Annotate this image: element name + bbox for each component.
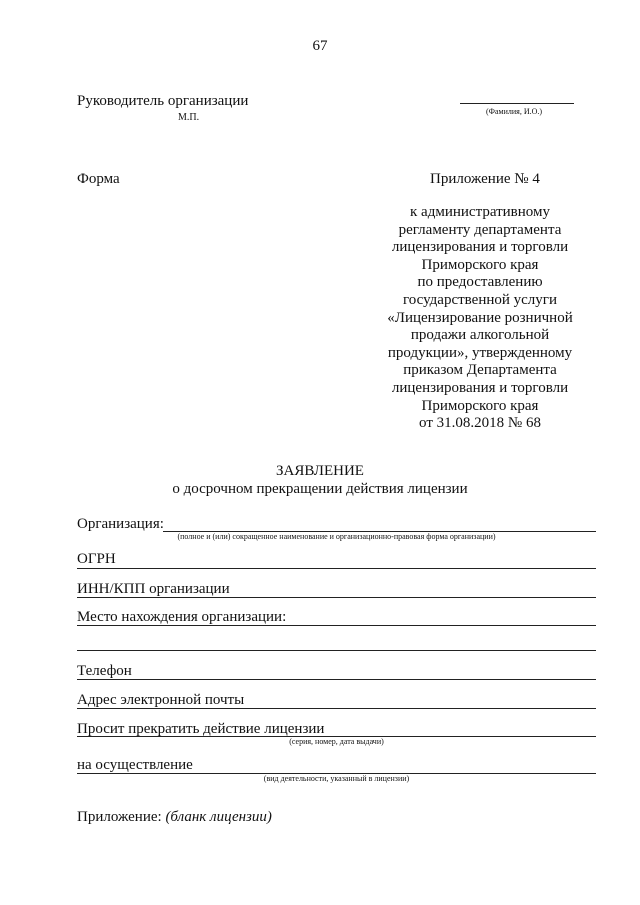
organization-label: Организация:	[77, 516, 164, 532]
email-field-line[interactable]	[77, 708, 596, 709]
appendix-line: по предоставлению	[417, 274, 543, 291]
request-label: Просит прекратить действие лицензии	[77, 721, 325, 737]
appendix-line: от 31.08.2018 № 68	[419, 415, 541, 432]
activity-hint: (вид деятельности, указанный в лицензии)	[263, 774, 410, 783]
phone-field-line[interactable]	[77, 679, 596, 680]
appendix-line: Приморского края	[421, 256, 539, 273]
stamp-label: М.П.	[178, 112, 200, 123]
name-caption: (Фамилия, И.О.)	[486, 107, 543, 116]
appendix-line: продажи алкогольной	[410, 327, 550, 344]
appendix-line: лицензирования и торговли	[391, 379, 569, 396]
appendix-reference-block	[380, 204, 580, 433]
location-field-line[interactable]	[77, 625, 596, 626]
appendix-line: «Лицензирование розничной	[387, 309, 573, 326]
inn-kpp-label: ИНН/КПП организации	[77, 581, 230, 597]
ogrn-label: ОГРН	[77, 551, 116, 567]
location-label: Место нахождения организации:	[77, 609, 287, 625]
email-label: Адрес электронной почты	[77, 692, 245, 708]
signature-line	[460, 103, 574, 104]
appendix-line: продукции», утвержденному	[387, 344, 573, 361]
phone-label: Телефон	[77, 663, 132, 679]
attachment-value: (бланк лицензии)	[165, 809, 272, 825]
appendix-line: государственной услуги	[403, 291, 557, 308]
organization-hint: (полное и (или) сокращенное наименование и организационно-правовая форма организации)	[177, 532, 496, 541]
ogrn-field-line[interactable]	[77, 568, 596, 569]
location-field-line-2[interactable]	[77, 650, 596, 651]
attachment-label: Приложение:	[77, 809, 162, 825]
head-of-organization-label: Руководитель организации	[77, 93, 249, 109]
form-label: Форма	[77, 171, 120, 187]
appendix-line: Приморского края	[421, 397, 539, 414]
appendix-line: приказом Департамента	[403, 362, 557, 379]
inn-kpp-field-line[interactable]	[77, 597, 596, 598]
appendix-line: лицензирования и торговли	[391, 239, 569, 256]
appendix-line: регламенту департамента	[398, 221, 562, 238]
page-number: 67	[312, 38, 328, 54]
appendix-title: Приложение № 4	[430, 171, 540, 187]
statement-title: ЗАЯВЛЕНИЕ	[276, 463, 364, 479]
attachment-line	[77, 808, 272, 826]
statement-subtitle: о досрочном прекращении действия лицензии	[172, 481, 468, 497]
activity-label: на осуществление	[77, 757, 193, 773]
request-hint: (серия, номер, дата выдачи)	[289, 737, 384, 746]
appendix-line: к административному	[410, 204, 550, 220]
